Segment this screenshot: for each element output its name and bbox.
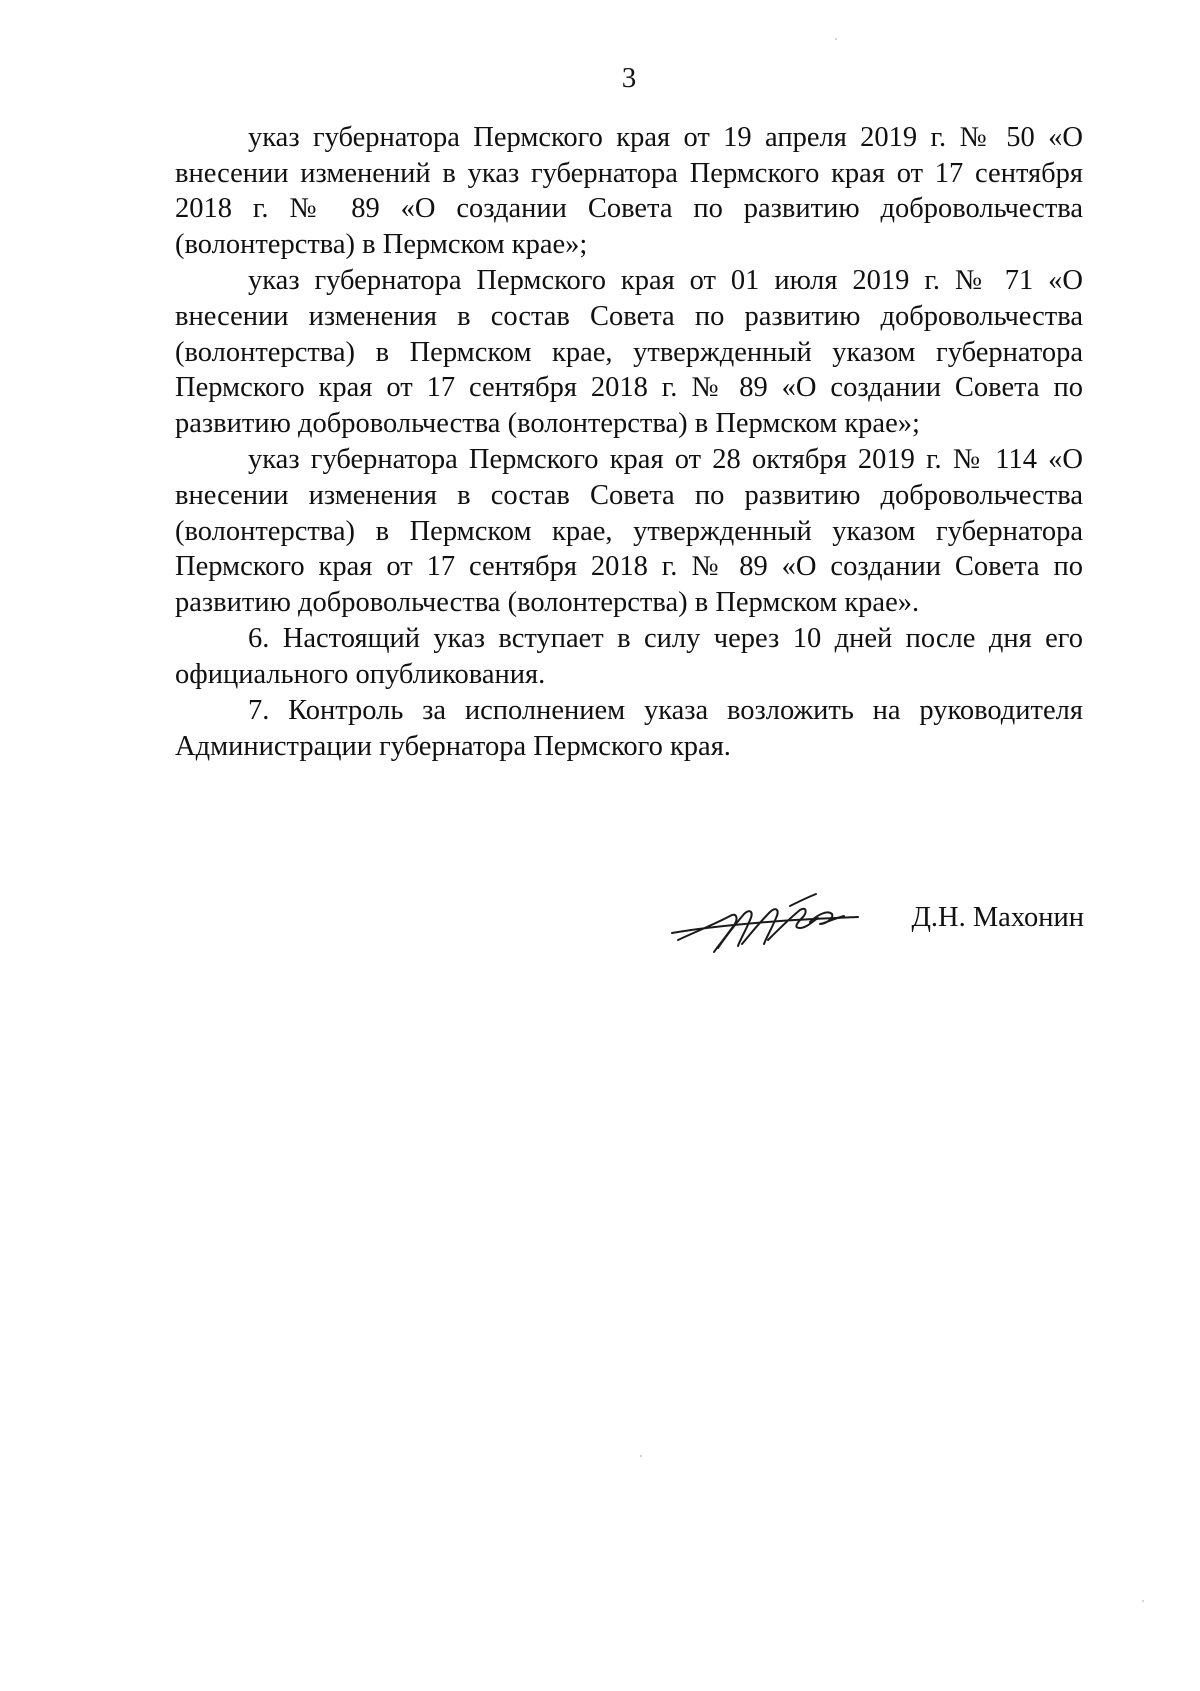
paragraph-decree-71: указ губернатора Пермского края от 01 июля 2019 г. № 71 «О внесении изменения в состав Совета по развитию добровольчества (волонтерства) в Пермском крае, утвержденный указом губернатора Пермского края от 17 сентября 2018 г. № 89 «О создании Совета по развитию добровольчества (волонтерства) в Пермском крае»;	[175, 265, 1083, 440]
signer-name: Д.Н. Махонин	[911, 902, 1084, 933]
scan-speck	[640, 1455, 642, 1457]
document-body	[175, 120, 1083, 765]
signature-block	[670, 888, 1084, 958]
paragraph-item-7: 7. Контроль за исполнением указа возложить на руководителя Администрации губернатора Пермского края.	[175, 695, 1083, 762]
paragraph-decree-50: указ губернатора Пермского края от 19 апреля 2019 г. № 50 «О внесении изменений в указ губернатора Пермского края от 17 сентября 2018 г. № 89 «О создании Совета по развитию добровольчества (волонтерства) в Пермском крае»;	[175, 122, 1083, 261]
paragraph-decree-114: указ губернатора Пермского края от 28 октября 2019 г. № 114 «О внесении изменения в состав Совета по развитию добровольчества (волонтерства) в Пермском крае, утвержденный указом губернатора Пермского края от 17 сентября 2018 г. № 89 «О создании Совета по развитию добровольчества (волонтерства) в Пермском крае».	[175, 444, 1083, 619]
scan-speck	[835, 38, 837, 40]
scan-speck	[1142, 1600, 1144, 1602]
paragraph-item-6: 6. Настоящий указ вступает в силу через 10 дней после дня его официального опубликования.	[175, 623, 1083, 691]
page-number: 3	[621, 62, 637, 94]
handwritten-signature	[670, 888, 870, 958]
